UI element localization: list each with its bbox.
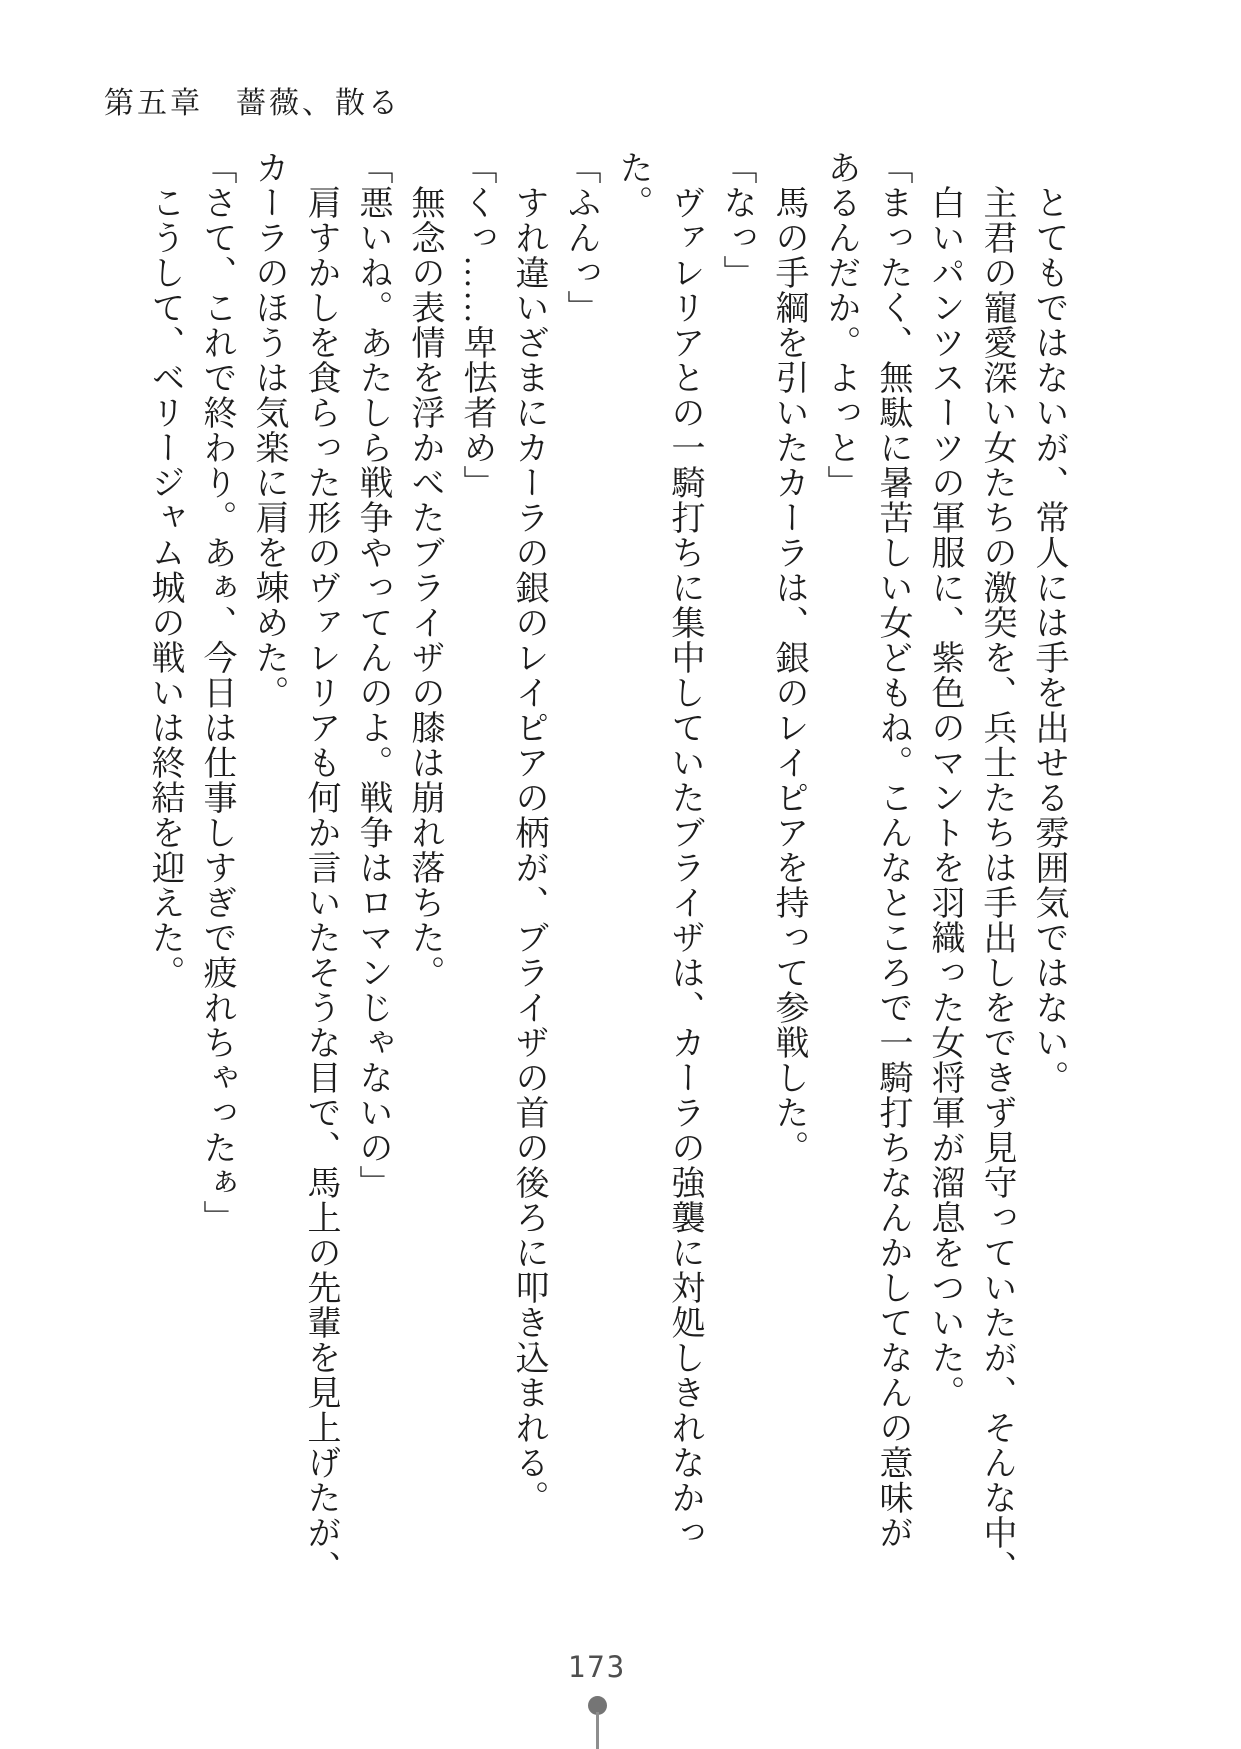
text-line: 肩すかしを食らった形のヴァレリアも何か言いたそうな目で、馬上の先輩を見上げたが、: [302, 185, 339, 1585]
text-line: とてもではないが、常人には手を出せる雰囲気ではない。: [1030, 185, 1067, 1095]
text-line: カーラのほうは気楽に肩を竦めた。: [250, 150, 287, 710]
text-columns: [138, 150, 1074, 1602]
text-line: 主君の寵愛深い女たちの激突を、兵士たちは手出しをできず見守っていたが、そんな中、: [978, 185, 1015, 1585]
text-line: た。: [614, 150, 651, 220]
text-line: 「なっ」: [718, 150, 755, 290]
text-line: 「まったく、無駄に暑苦しい女どもね。こんなところで一騎打ちなんかしてなんの意味が: [874, 150, 911, 1550]
page-number: 173: [567, 1650, 627, 1684]
text-line: 「ふんっ」: [562, 150, 599, 325]
text-line: 白いパンツスーツの軍服に、紫色のマントを羽織った女将軍が溜息をついた。: [926, 185, 963, 1410]
chapter-header: 第五章 薔薇、散る: [104, 87, 401, 120]
text-line: 馬の手綱を引いたカーラは、銀のレイピアを持って参戦した。: [770, 185, 807, 1165]
footer-stem-line: [596, 1712, 599, 1749]
text-line: ヴァレリアとの一騎打ちに集中していたブライザは、カーラの強襲に対処しきれなかっ: [666, 185, 703, 1550]
text-line: あるんだか。よっと」: [822, 150, 859, 500]
text-line: 「くっ……卑怯者め」: [458, 150, 495, 500]
text-line: 「悪いね。あたしら戦争やってんのよ。戦争はロマンじゃないの」: [354, 150, 391, 1200]
text-line: すれ違いざまにカーラの銀のレイピアの柄が、ブライザの首の後ろに叩き込まれる。: [510, 185, 547, 1515]
text-line: こうして、ベリージャム城の戦いは終結を迎えた。: [146, 185, 183, 990]
text-line: 「さて、これで終わり。あぁ、今日は仕事しすぎで疲れちゃったぁ」: [198, 150, 235, 1235]
text-line: 無念の表情を浮かべたブライザの膝は崩れ落ちた。: [406, 185, 443, 990]
